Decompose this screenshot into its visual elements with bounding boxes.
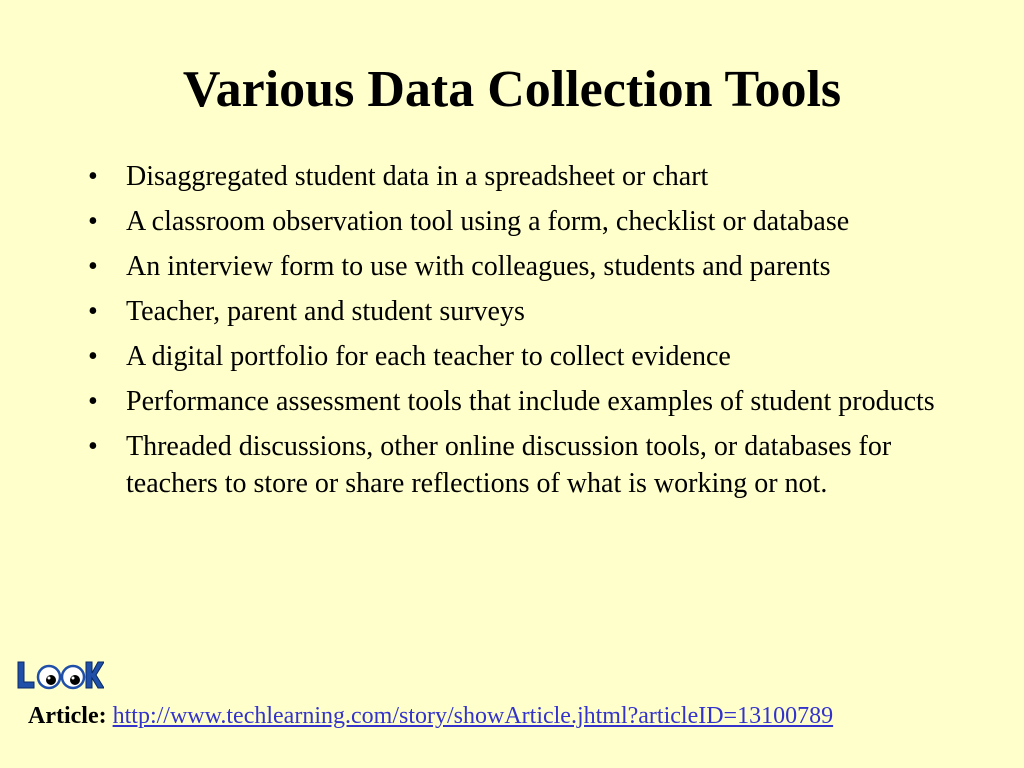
bullet-text: Disaggregated student data in a spreadsheet or chart [126, 161, 709, 192]
article-reference [28, 700, 833, 732]
bullet-item [88, 428, 938, 502]
bullet-dot-icon: • [88, 431, 98, 462]
bullet-text: A classroom observation tool using a form, checklist or database [126, 206, 850, 237]
bullet-text: An interview form to use with colleagues, students and parents [126, 251, 831, 282]
bullet-text: Performance assessment tools that include examples of student products [126, 386, 935, 417]
bullet-dot-icon: • [88, 251, 98, 282]
article-label: Article: [28, 703, 107, 729]
slide-title: Various Data Collection Tools [182, 61, 842, 118]
bullet-item [88, 158, 938, 195]
bullet-item [88, 338, 938, 375]
bullet-text: Threaded discussions, other online discussion tools, or databases for teachers to store or share reflections of what is working or not. [126, 431, 892, 499]
bullet-dot-icon: • [88, 296, 98, 327]
look-logo-icon [16, 660, 104, 690]
bullet-dot-icon: • [88, 341, 98, 372]
bullet-item [88, 248, 938, 285]
bullet-dot-icon: • [88, 161, 98, 192]
bullet-item [88, 203, 938, 240]
bullet-item [88, 293, 938, 330]
bullet-text: A digital portfolio for each teacher to collect evidence [126, 341, 731, 372]
article-link[interactable]: http://www.techlearning.com/story/showArticle.jhtml?articleID=13100789 [112, 703, 834, 729]
bullet-list [88, 158, 938, 510]
bullet-item [88, 383, 938, 420]
bullet-dot-icon: • [88, 386, 98, 417]
bullet-dot-icon: • [88, 206, 98, 237]
bullet-text: Teacher, parent and student surveys [126, 296, 525, 327]
